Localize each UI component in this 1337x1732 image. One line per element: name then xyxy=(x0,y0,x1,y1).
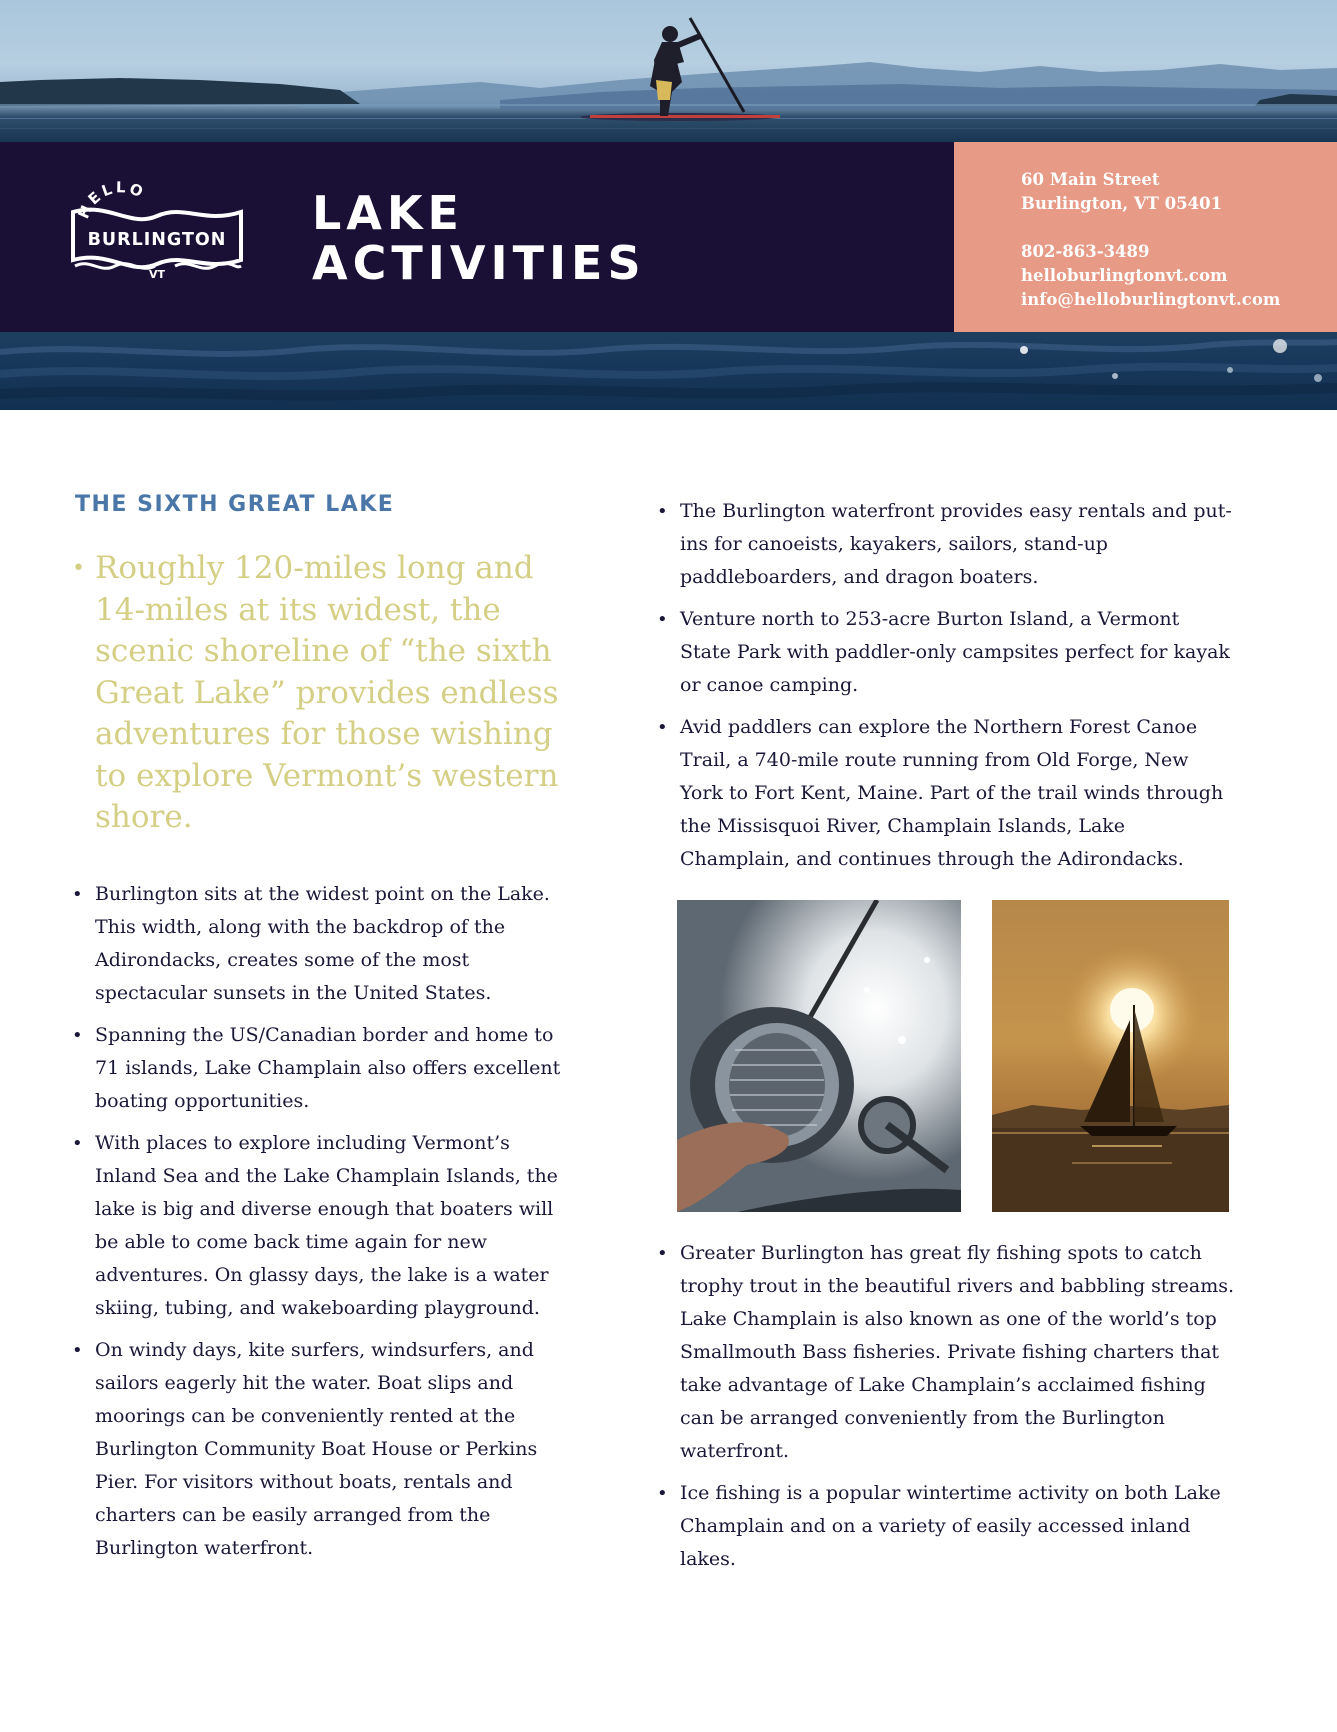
contact-street: 60 Main Street xyxy=(1021,170,1160,189)
list-item: • On windy days, kite surfers, windsurfers, and sailors eagerly hit the water. Boat slips and moorings can be conveniently rented at the Burlington Community Boat House or Perkins Pier. For visitors without boats, rentals and charters can be easily arranged from the Burlington waterfront. xyxy=(70,1334,575,1565)
list-item: • Venture north to 253-acre Burton Island, a Vermont State Park with paddler-only campsites perfect for kayak or canoe camping. xyxy=(655,603,1235,702)
contact-block xyxy=(954,142,1337,332)
list-item: • The Burlington waterfront provides easy rentals and put-ins for canoeists, kayakers, sailors, stand-up paddleboarders, and dragon boaters. xyxy=(655,495,1235,594)
list-item: • Avid paddlers can explore the Northern Forest Canoe Trail, a 740-mile route running from Old Forge, New York to Fort Kent, Maine. Part of the trail winds through the Missisquoi River, Champlain Islands, Lake Champlain, and continues through the Adirondacks. xyxy=(655,711,1235,876)
title-line-2: ACTIVITIES xyxy=(312,236,646,290)
list-item: • With places to explore including Vermont’s Inland Sea and the Lake Champlain Islands, the lake is big and diverse enough that boaters will be able to come back time again for new adventures. On glassy days, the lake is a water skiing, tubing, and wakeboarding playground. xyxy=(70,1127,575,1325)
page-title xyxy=(312,188,646,288)
photo-sailboat-sunset xyxy=(992,900,1229,1212)
hello-burlington-logo[interactable] xyxy=(70,178,245,283)
contact-email[interactable]: info@helloburlingtonvt.com xyxy=(1021,290,1281,309)
right-bullet-list-top xyxy=(655,495,1235,885)
hero-photo-paddleboarder xyxy=(0,0,1337,142)
right-bullet-list-bottom xyxy=(655,1237,1235,1585)
title-line-1: LAKE xyxy=(312,186,464,240)
left-bullet-list xyxy=(70,878,575,1574)
list-item: • Burlington sits at the widest point on the Lake. This width, along with the backdrop of the Adirondacks, creates some of the most spectacular sunsets in the United States. xyxy=(70,878,575,1010)
hero-photo-water xyxy=(0,332,1337,410)
section-heading: THE SIXTH GREAT LAKE xyxy=(75,492,395,517)
logo-hello-text: HELLO xyxy=(74,178,149,222)
photo-fishing-reel xyxy=(677,900,961,1212)
logo-vt-text: VT xyxy=(148,268,166,281)
intro-text: • Roughly 120-miles long and 14-miles at its widest, the scenic shoreline of “the sixth Great Lake” provides endless adventures for those wishing to explore Vermont’s western shore. xyxy=(70,548,570,839)
contact-website[interactable]: helloburlingtonvt.com xyxy=(1021,266,1228,285)
list-item: • Ice fishing is a popular wintertime activity on both Lake Champlain and on a variety of easily accessed inland lakes. xyxy=(655,1477,1235,1576)
list-item: • Greater Burlington has great fly fishing spots to catch trophy trout in the beautiful rivers and babbling streams. Lake Champlain is also known as one of the world’s top Smallmouth Bass fisheries. Private fishing charters that take advantage of Lake Champlain’s acclaimed fishing can be arranged conveniently from the Burlington waterfront. xyxy=(655,1237,1235,1468)
intro-list xyxy=(70,548,570,839)
svg-text:HELLO xyxy=(74,178,148,221)
contact-phone[interactable]: 802-863-3489 xyxy=(1021,242,1150,261)
list-item: • Spanning the US/Canadian border and home to 71 islands, Lake Champlain also offers excellent boating opportunities. xyxy=(70,1019,575,1118)
contact-city: Burlington, VT 05401 xyxy=(1021,194,1223,213)
logo-burlington-text: BURLINGTON xyxy=(87,230,227,250)
